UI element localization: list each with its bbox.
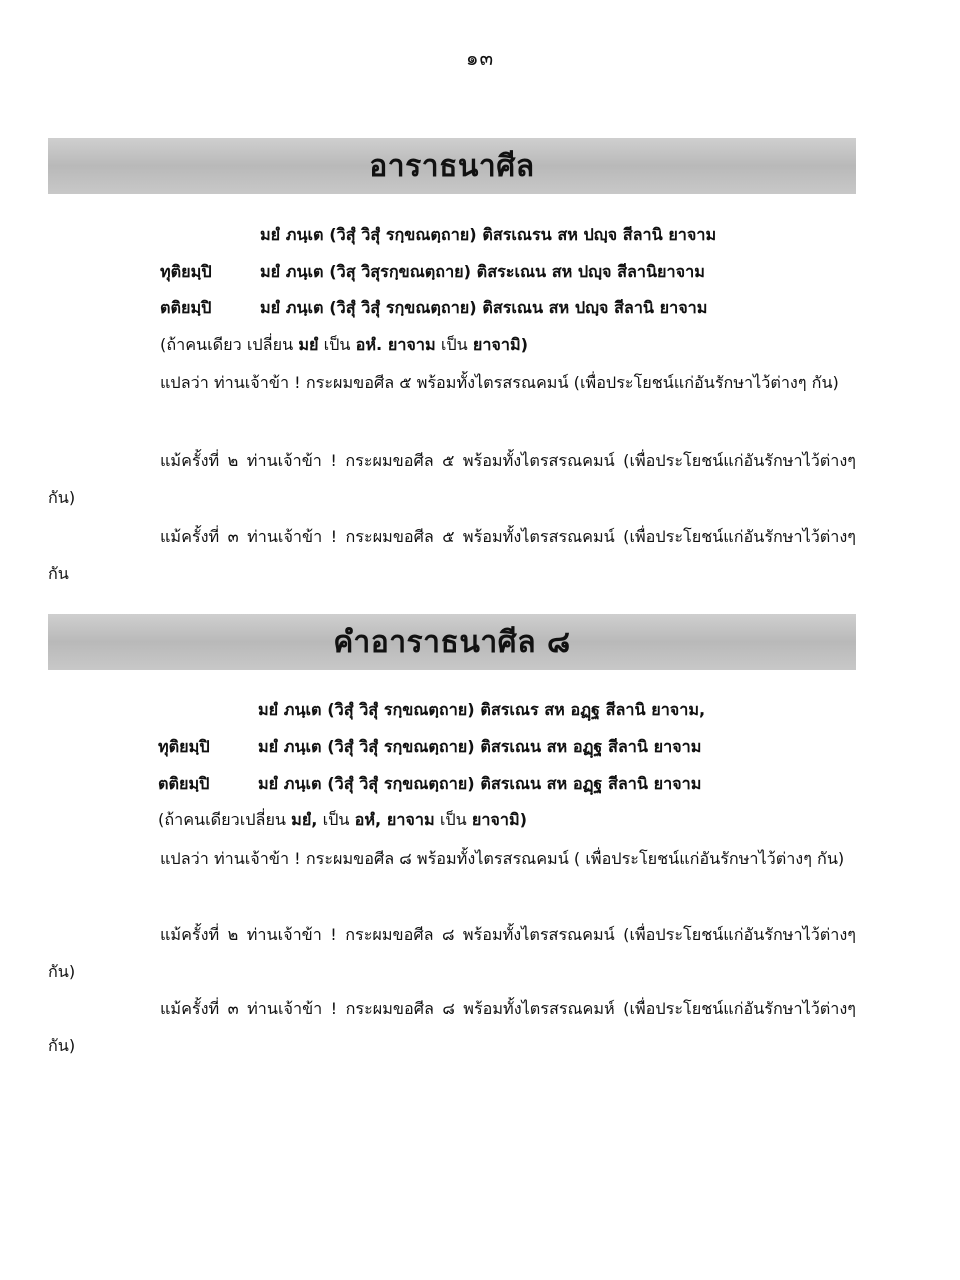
chant-line-second: มยํ ภนฺเต (วิสุ วิสุรกฺขณตฺถาย) ติสระเณน สห ปญฺจ สีลานิยาจาม: [260, 262, 705, 281]
chant-line-third: มยํ ภนฺเต (วิสุํ วิสุํ รกฺขณตฺถาย) ติสรเณน สห ปญฺจ สีลานิ ยาจาม: [260, 298, 708, 317]
translation-paragraph: แปลว่า ท่านเจ้าข้า ! กระผมขอศีล ๕ พร้อมทั้งไตรสรณคมน์ (เพื่อประโยชน์แก่อันรักษาไว้ต่างๆ กัน): [160, 373, 839, 392]
note-word: อหํ. ยาจาม: [355, 335, 436, 354]
singular-note: [160, 333, 528, 357]
note-text: เป็น: [439, 810, 467, 829]
note-word: ยาจามิ): [471, 810, 528, 829]
note-prefix: (ถ้าคนเดียว เปลี่ยน: [160, 335, 294, 354]
note-word: ยาจามิ): [472, 335, 529, 354]
page-number: ๑๓: [465, 46, 495, 70]
chant-line-third: มยํ ภนฺเต (วิสุํ วิสุํ รกฺขณตฺถาย) ติสรเณน สห อฏฺฐ สีลานิ ยาจาม: [258, 774, 702, 793]
chant-line-second: มยํ ภนฺเต (วิสุํ วิสุํ รกฺขณตฺถาย) ติสรเณน สห อฏฺฐ สีลานิ ยาจาม: [258, 737, 702, 756]
section-title: อาราธนาศีล: [369, 148, 535, 184]
singular-note: [158, 808, 527, 832]
translation-paragraph: แม้ครั้งที่ ๒ ท่านเจ้าข้า ! กระผมขอศีล ๘ พร้อมทั้งไตรสรณคมน์ (เพื่อประโยชน์แก่อันรักษาไว้ต่างๆ กัน): [48, 925, 856, 981]
note-text: เป็น: [440, 335, 468, 354]
section-heading-banner: [48, 614, 856, 670]
note-text: เป็น: [323, 335, 351, 354]
note-word: อหํ, ยาจาม: [354, 810, 435, 829]
note-word: มยํ,: [291, 810, 318, 829]
note-word: มยํ: [298, 335, 319, 354]
section-title: คำอาราธนาศีล ๘: [333, 624, 571, 660]
note-text: เป็น: [322, 810, 350, 829]
chant-label-second: ทุติยมฺปิ: [160, 262, 212, 281]
note-prefix: (ถ้าคนเดียวเปลี่ยน: [158, 810, 286, 829]
chant-line-first: มยํ ภนฺเต (วิสุํ วิสุํ รกฺขณตฺถาย) ติสรเณรน สห ปญฺจ สีลานิ ยาจาม: [260, 225, 717, 244]
translation-paragraph: แม้ครั้งที่ ๓ ท่านเจ้าข้า ! กระผมขอศีล ๕ พร้อมทั้งไตรสรณคมน์ (เพื่อประโยชน์แก่อันรักษาไว้ต่างๆ กัน: [48, 527, 856, 583]
translation-paragraph: แม้ครั้งที่ ๒ ท่านเจ้าข้า ! กระผมขอศีล ๕ พร้อมทั้งไตรสรณคมน์ (เพื่อประโยชน์แก่อันรักษาไว้ต่างๆ กัน): [48, 451, 856, 507]
translation-paragraph: แม้ครั้งที่ ๓ ท่านเจ้าข้า ! กระผมขอศีล ๘ พร้อมทั้งไตรสรณคมห์ (เพื่อประโยชน์แก่อันรักษาไว้ต่างๆ กัน): [48, 999, 856, 1055]
chant-label-second: ทุติยมฺปิ: [158, 737, 210, 756]
chant-label-third: ตติยมฺปิ: [158, 774, 210, 793]
chant-line-first: มยํ ภนฺเต (วิสุํ วิสุํ รกฺขณตฺถาย) ติสรเณร สห อฏฺฐ สีลานิ ยาจาม,: [258, 700, 706, 719]
translation-paragraph: แปลว่า ท่านเจ้าข้า ! กระผมขอศีล ๘ พร้อมทั้งไตรสรณคมน์ ( เพื่อประโยชน์แก่อันรักษาไว้ต่างๆ กัน): [160, 849, 845, 868]
section-heading-banner: [48, 138, 856, 194]
chant-label-third: ตติยมฺปิ: [160, 298, 212, 317]
